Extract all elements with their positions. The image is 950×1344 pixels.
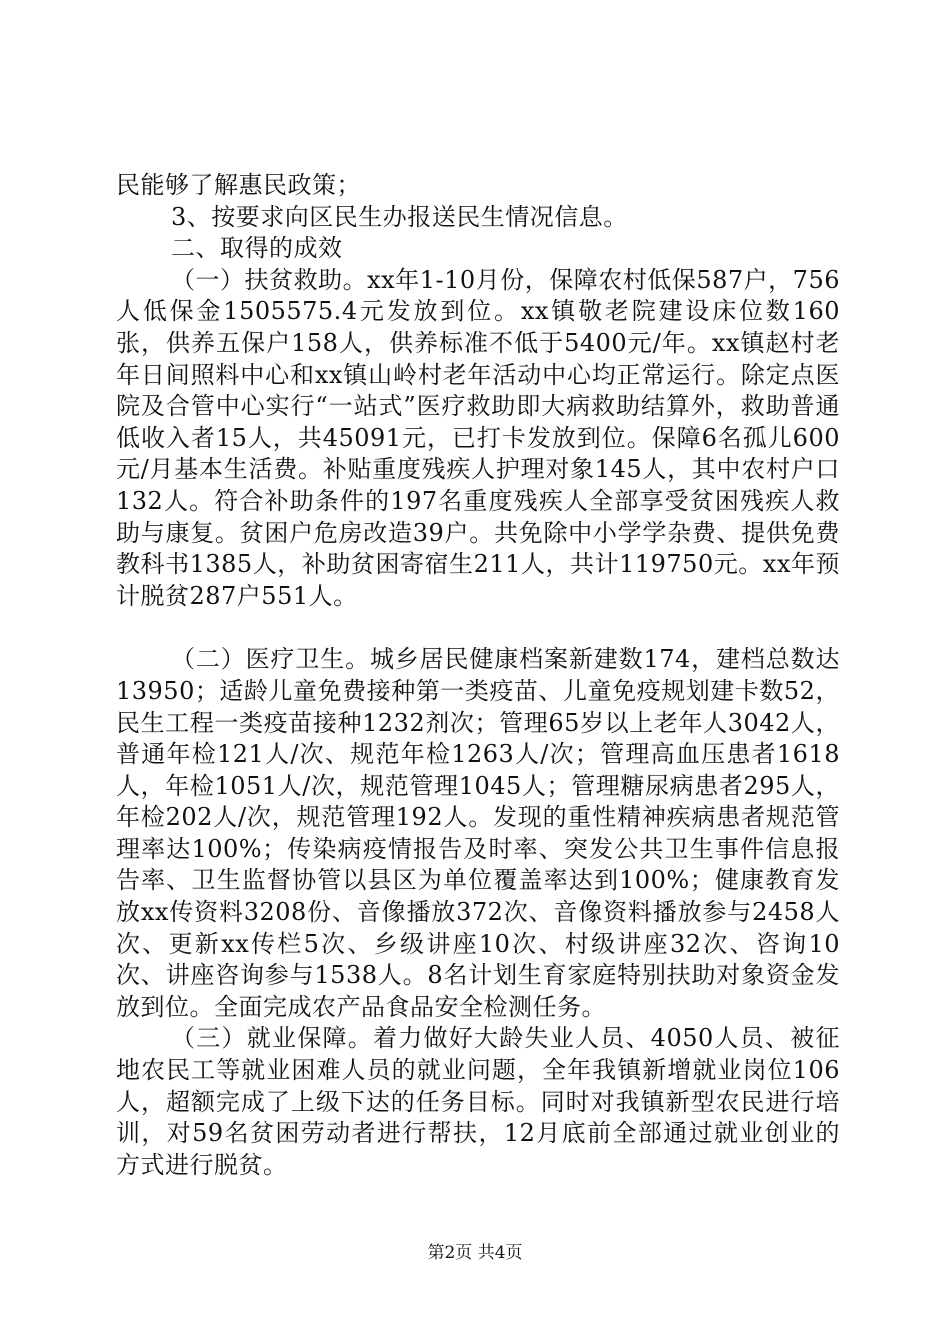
page-number-footer: 第2页 共4页 [427, 1243, 523, 1263]
section-heading-achievements: 二、取得的成效 [171, 234, 343, 263]
paragraph-poverty-relief: （一）扶贫救助。xx年1-10月份，保障农村低保587户，756人低保金1505575.4元发放到位。xx镇敬老院建设床位数160张，供养五保户158人，供养标准不低于5400元/年。xx镇赵村老年日间照料中心和xx镇山岭村老年活动中心均正常运行。除定点医院及合管中心实行“一站式”医疗救助即大病救助结算外，救助普通低收入者15人，共45091元，已打卡发放到位。保障6名孤儿600元/月基本生活费。补贴重度残疾人护理对象145人，其中农村户口132人。符合补助条件的197名重度残疾人全部享受贫困残疾人救助与康复。贫困户危房改造39户。共免除中小学学杂费、提供免费教科书1385人，补助贫困寄宿生211人，共计119750元。xx年预计脱贫287户551人。 [116, 265, 840, 610]
paragraph-employment: （三）就业保障。着力做好大龄失业人员、4050人员、被征地农民工等就业困难人员的就业问题，全年我镇新增就业岗位106人，超额完成了上级下达的任务目标。同时对我镇新型农民进行培训，对59名贫困劳动者进行帮扶，12月底前全部通过就业创业的方式进行脱贫。 [116, 1024, 840, 1179]
paragraph-continuation: 民能够了解惠民政策； [116, 171, 361, 199]
paragraph-medical-health: （二）医疗卫生。城乡居民健康档案新建数174，建档总数达13950；适龄儿童免费接种第一类疫苗、儿童免疫规划建卡数52，民生工程一类疫苗接种1232剂次；管理65岁以上老年人3042人，普通年检121人/次、规范年检1263人/次；管理高血压患者1618人，年检1051人/次，规范管理1045人；管理糖尿病患者295人，年检202人/次，规范管理192人。发现的重性精神疾病患者规范管理率达100%；传染病疫情报告及时率、突发公共卫生事件信息报告率、卫生监督协管以县区为单位覆盖率达到100%；健康教育发放xx传资料3208份、音像播放372次、音像资料播放参与2458人次、更新xx传栏5次、乡级讲座10次、村级讲座32次、咨询10次、讲座咨询参与1538人。8名计划生育家庭特别扶助对象资金发放到位。全面完成农产品食品安全检测任务。 [116, 645, 840, 1021]
document-body [116, 170, 840, 1181]
paragraph-item-3: 3、按要求向区民生办报送民生情况信息。 [171, 202, 628, 231]
